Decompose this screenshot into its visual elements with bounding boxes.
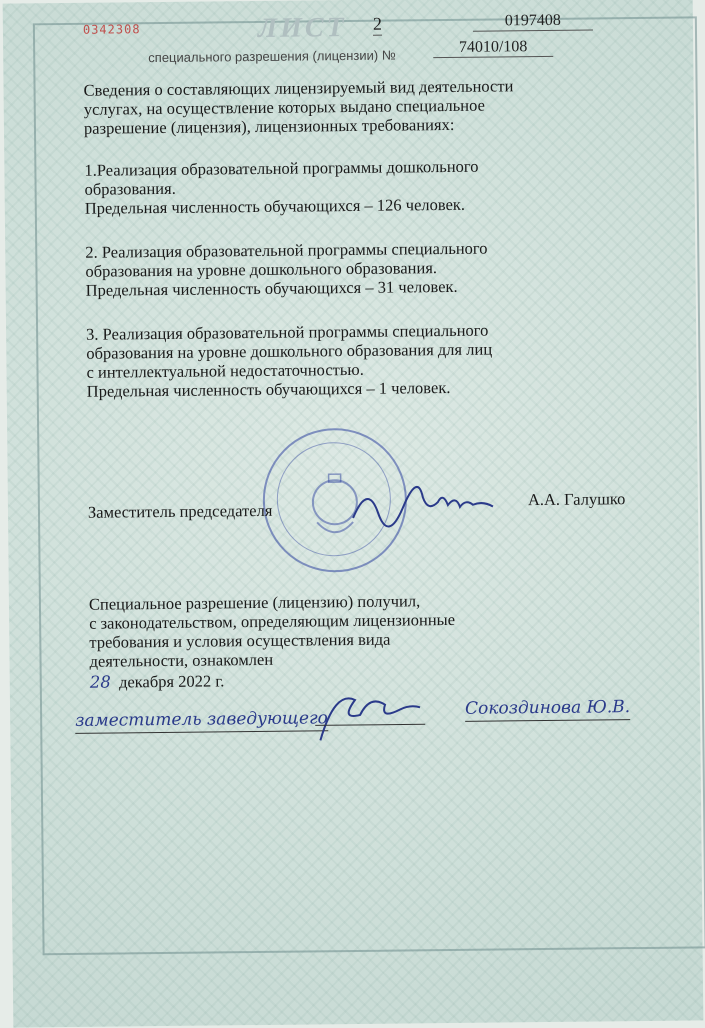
signature-chairman [348,476,499,528]
activity-item-1: 1.Реализация образовательной программы дошкольного образования. Предельная численность обучающихся – 126 человек. [84,156,479,218]
recipient-position: заместитель заведующего [75,708,328,734]
receipt-month-year: декабря 2022 г. [118,671,225,692]
sheet-number: 2 [372,13,382,34]
license-number: 74010/108 [433,38,553,58]
signatory-title: Заместитель председателя [87,500,273,522]
receipt-day: 28 [89,672,111,692]
license-sheet [3,0,704,1028]
license-caption: специального разрешения (лицензии) № [148,47,396,66]
blank-number: 0197408 [473,11,593,31]
activity-item-3: 3. Реализация образовательной программы специального образования на уровне дошкольного образования для лиц с интеллектуальной недостаточностью. Предельная численность обучающихся – 1 человек. [86,320,493,401]
signature-recipient [310,679,431,750]
intro-text: Сведения о составляющих лицензируемый вид деятельности услугах, на осуществление которых выдано специальное разрешение (лицензия), лицензионных требованиях: [83,76,514,138]
serial-number: 0342308 [82,22,141,37]
activity-item-2: 2. Реализация образовательной программы специального образования на уровне дошкольного образования. Предельная численность обучающихся – 31 человек. [85,238,488,300]
receipt-date [90,671,225,691]
receipt-text: Специальное разрешение (лицензию) получил, с законодательством, определяющим лицензионные требования и условия осуществления вида деятельности, ознакомлен [88,591,456,671]
sheet-title: ЛИСТ [257,12,347,44]
recipient-name: Сокоздинова Ю.В. [465,697,630,722]
signatory-name: А.А. Галушко [527,489,626,510]
